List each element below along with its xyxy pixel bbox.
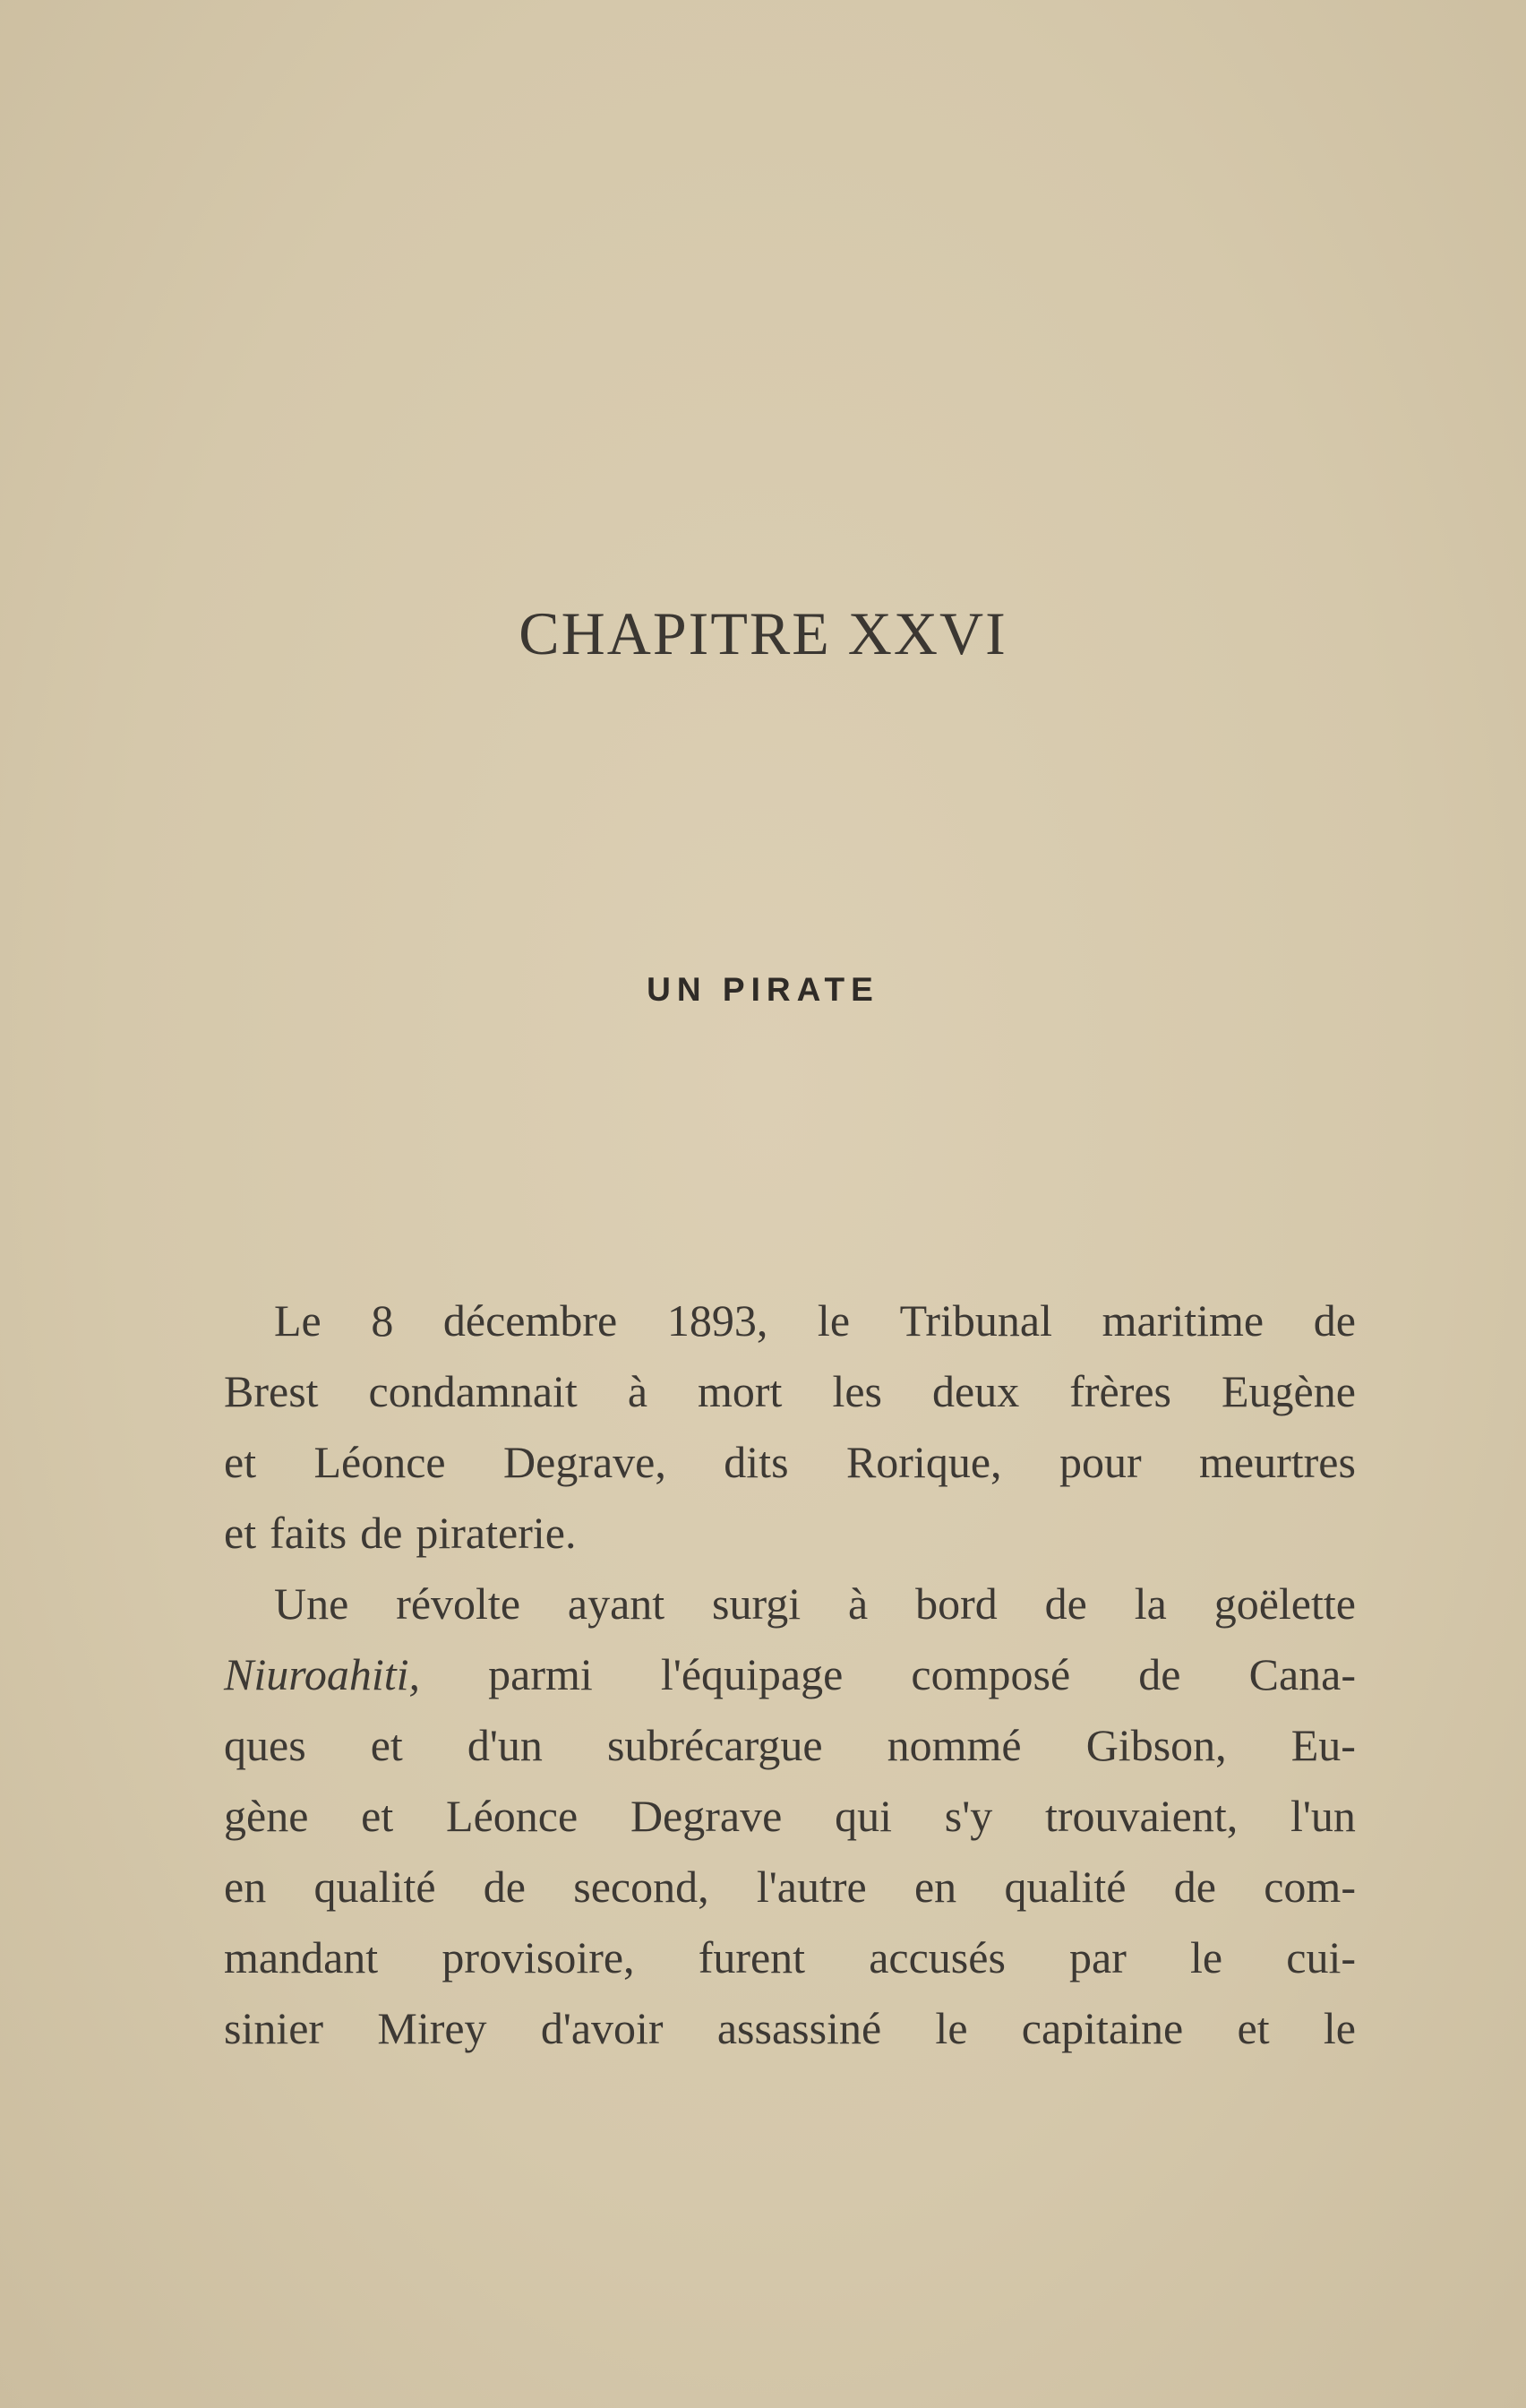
text-line: Niuroahiti, parmi l'équipage composé de Cana- (224, 1649, 1356, 1699)
paragraph-1 (224, 1286, 1356, 1569)
text-line: mandant provisoire, furent accusés par le cui- (224, 1932, 1356, 1982)
text-line: Une révolte ayant surgi à bord de la goëlette (274, 1578, 1356, 1629)
text-line: ques et d'un subrécargue nommé Gibson, Eu- (224, 1720, 1356, 1770)
text-line: Le 8 décembre 1893, le Tribunal maritime de (274, 1295, 1356, 1346)
text-line: Brest condamnait à mort les deux frères Eugène (224, 1366, 1356, 1416)
paragraph-2 (224, 1569, 1356, 2064)
text-line: gène et Léonce Degrave qui s'y trouvaient, l'un (224, 1791, 1356, 1841)
text-line: en qualité de second, l'autre en qualité de com- (224, 1862, 1356, 1912)
chapter-subtitle: UN PIRATE (647, 971, 879, 1008)
text-line: sinier Mirey d'avoir assassiné le capitaine et le (224, 2003, 1356, 2053)
chapter-title: CHAPITRE XXVI (519, 599, 1007, 667)
text-line: et Léonce Degrave, dits Rorique, pour meurtres (224, 1437, 1356, 1487)
text-line: et faits de piraterie. (224, 1508, 577, 1558)
body-text (224, 1286, 1356, 2064)
